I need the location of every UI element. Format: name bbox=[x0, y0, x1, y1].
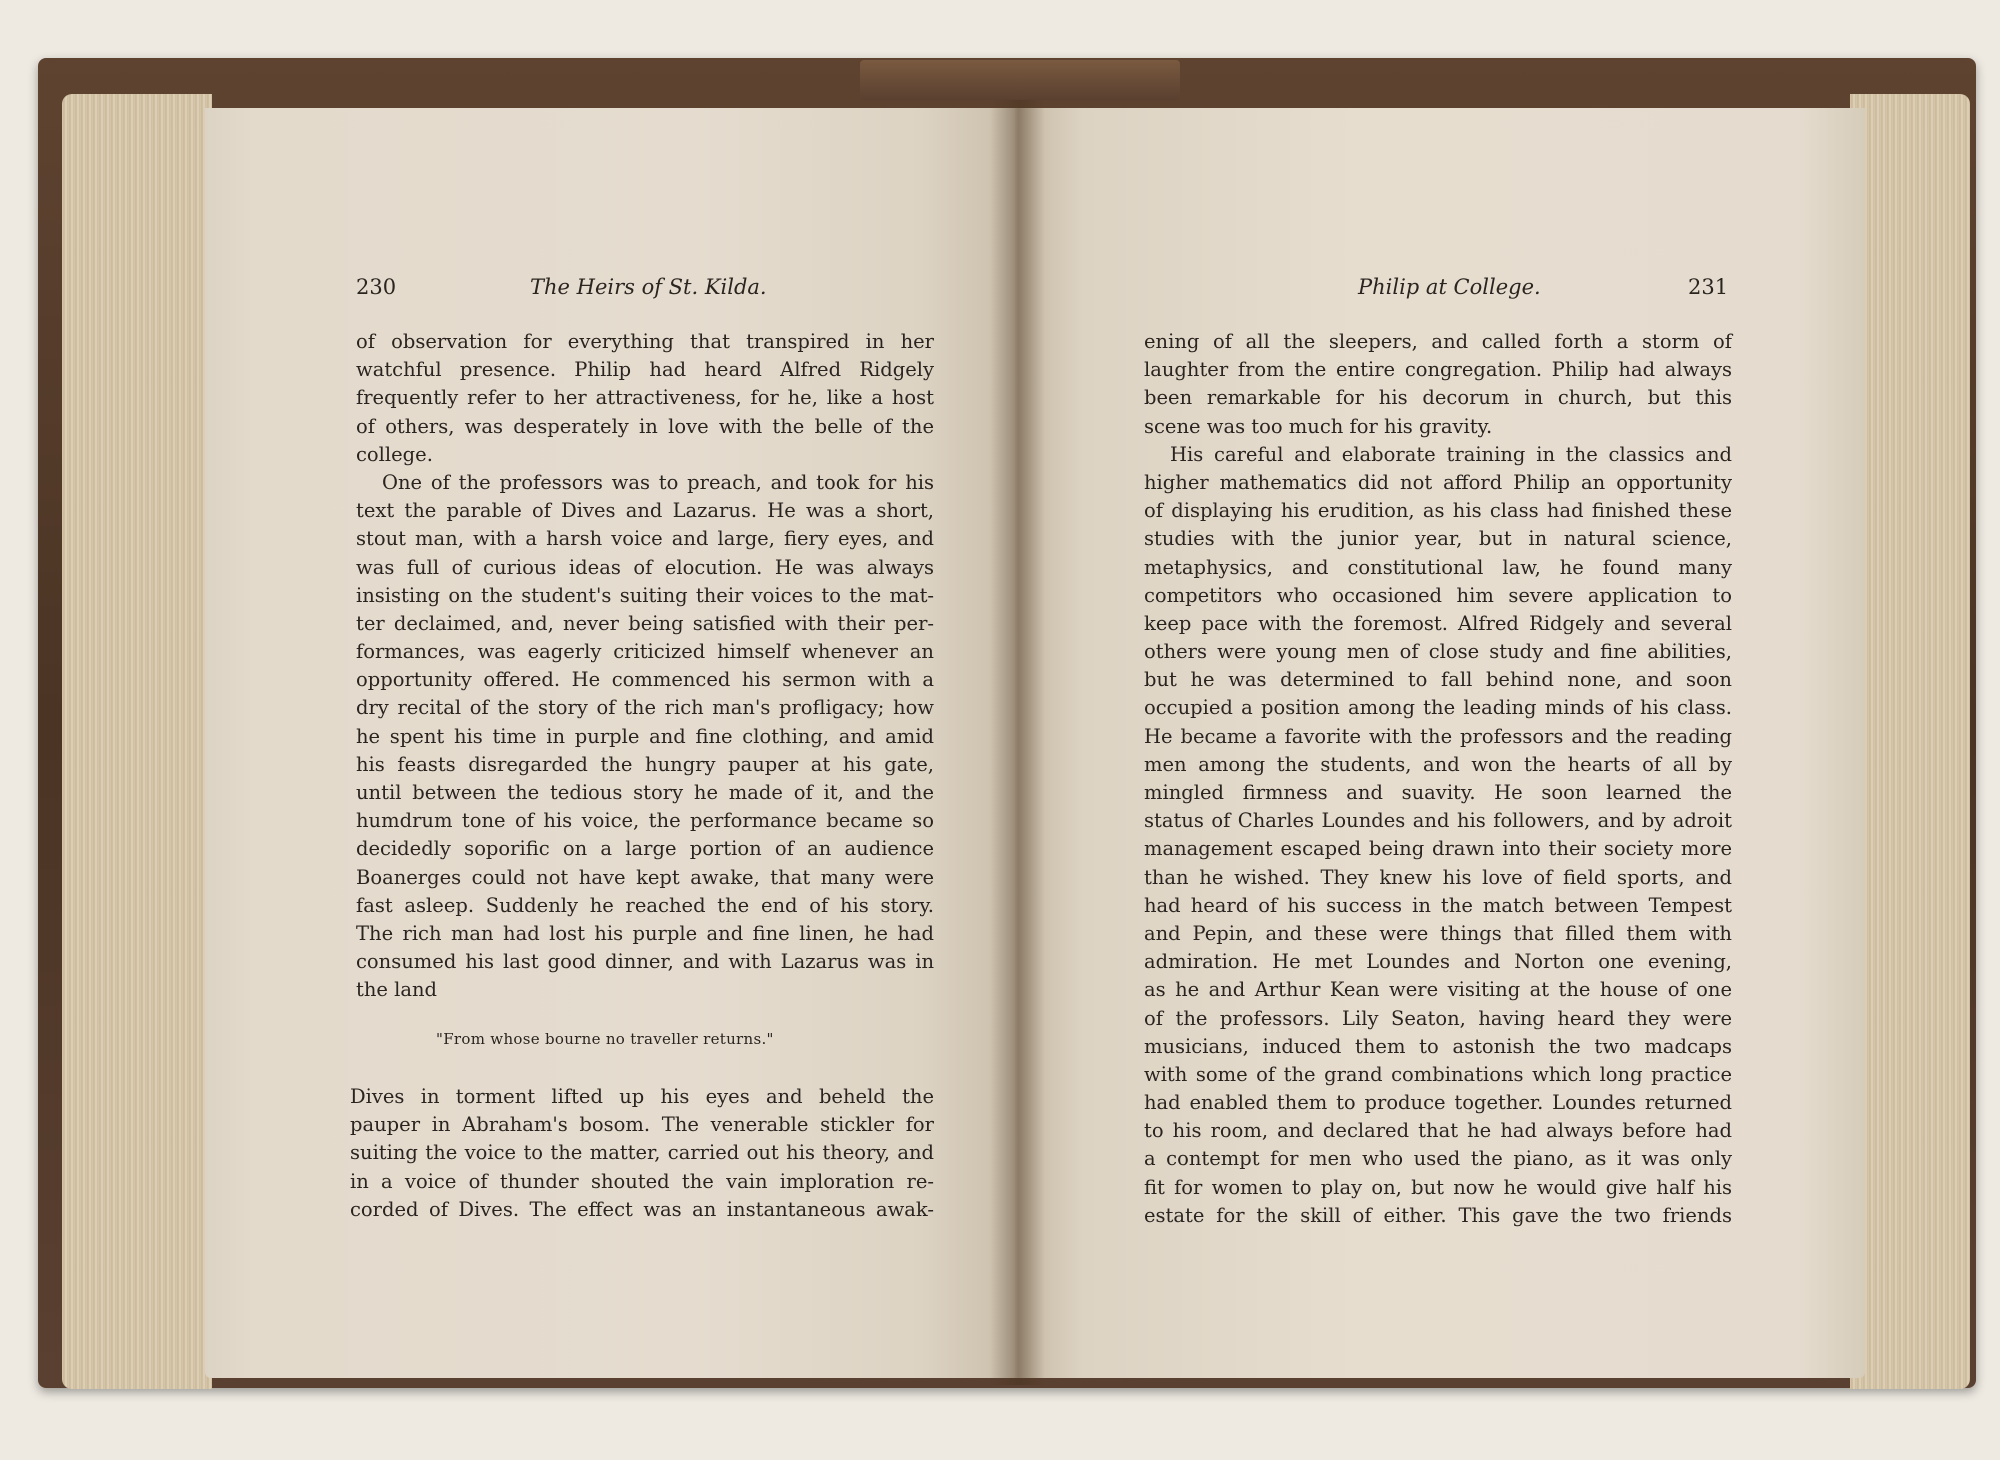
text-line: occupied a position among the leading minds of his class. bbox=[1144, 696, 1732, 720]
text-line: opportunity offered. He commenced his sermon with a bbox=[356, 668, 934, 692]
text-line: a contempt for men who used the piano, as it was only bbox=[1144, 1147, 1732, 1171]
text-line: of observation for everything that transpired in her bbox=[356, 330, 934, 353]
text-line: with some of the grand combinations which long practice bbox=[1144, 1062, 1732, 1086]
text-line: text the parable of Dives and Lazarus. He was a short, bbox=[356, 499, 934, 523]
text-line: watchful presence. Philip had heard Alfred Ridgely bbox=[356, 358, 934, 382]
text-line: higher mathematics did not afford Philip an opportunity bbox=[1144, 470, 1732, 494]
text-line: He became a favorite with the professors and the reading bbox=[1144, 724, 1732, 748]
text-line: laughter from the entire congregation. Philip had always bbox=[1144, 358, 1732, 382]
text-line: musicians, induced them to astonish the two madcaps bbox=[1144, 1034, 1732, 1058]
text-line: mingled firmness and suavity. He soon learned the bbox=[1144, 781, 1732, 804]
left-body-text-a bbox=[356, 328, 934, 1005]
left-running-title bbox=[530, 275, 767, 299]
text-line: insisting on the student's suiting their voices to the mat- bbox=[356, 583, 934, 607]
text-line: suiting the voice to the matter, carried out his theory, and bbox=[350, 1141, 934, 1165]
text-line: management escaped being drawn into their society more bbox=[1144, 837, 1732, 861]
text-line: dry recital of the story of the rich man's profligacy; how bbox=[356, 696, 934, 720]
text-line: had enabled them to produce together. Loundes returned bbox=[1144, 1091, 1732, 1115]
text-line: ter declaimed, and, never being satisfied with their per- bbox=[356, 611, 934, 635]
text-line: admiration. He met Loundes and Norton one evening, bbox=[1144, 950, 1732, 974]
text-line: others were young men of close study and fine abilities, bbox=[1144, 640, 1732, 664]
right-body-text bbox=[1144, 328, 1732, 1230]
text-line: stout man, with a harsh voice and large, fiery eyes, and bbox=[356, 527, 934, 551]
text-line: formances, was eagerly criticized himself whenever an bbox=[356, 640, 934, 664]
text-line: humdrum tone of his voice, the performance became so bbox=[356, 809, 934, 833]
text-line: estate for the skill of either. This gave the two friends bbox=[1144, 1203, 1732, 1227]
text-line: was full of curious ideas of elocution. He was always bbox=[356, 555, 934, 579]
left-page-edges bbox=[62, 94, 212, 1389]
text-line: in a voice of thunder shouted the vain imploration re- bbox=[350, 1169, 934, 1193]
text-line: ening of all the sleepers, and called forth a storm of bbox=[1144, 330, 1732, 353]
text-line: pauper in Abraham's bosom. The venerable stickler for bbox=[350, 1113, 934, 1137]
text-line: fit for women to play on, but now he would give half his bbox=[1144, 1175, 1732, 1199]
text-line: his feasts disregarded the hungry pauper at his gate, bbox=[356, 752, 934, 776]
text-line: metaphysics, and constitutional law, he found many bbox=[1144, 555, 1732, 579]
right-running-title-text: Philip at College. bbox=[1358, 275, 1541, 299]
text-line: The rich man had lost his purple and fine linen, he had bbox=[356, 921, 934, 945]
text-line: fast asleep. Suddenly he reached the end of his story. bbox=[356, 893, 934, 917]
left-page-number: 230 bbox=[356, 275, 397, 299]
book-spine-top bbox=[860, 60, 1180, 100]
text-line: Dives in torment lifted up his eyes and beheld the bbox=[350, 1085, 934, 1108]
text-line: college. bbox=[356, 442, 433, 466]
left-body-text-b bbox=[350, 1083, 934, 1224]
text-line: than he wished. They knew his love of field sports, and bbox=[1144, 865, 1732, 889]
text-line: One of the professors was to preach, and took for his bbox=[382, 470, 934, 494]
text-line: Boanerges could not have kept awake, that many were bbox=[356, 865, 934, 889]
text-line: men among the students, and won the hearts of all by bbox=[1144, 752, 1732, 776]
text-line: had heard of his success in the match between Tempest bbox=[1144, 893, 1732, 917]
left-running-title-text: The Heirs of St. Kilda. bbox=[530, 275, 767, 299]
text-line: until between the tedious story he made of it, and the bbox=[356, 781, 934, 804]
text-line: but he was determined to fall behind none, and soon bbox=[1144, 668, 1732, 692]
text-line: been remarkable for his decorum in church, but this bbox=[1144, 386, 1732, 410]
text-line: studies with the junior year, but in natural science, bbox=[1144, 527, 1732, 551]
text-line: to his room, and declared that he had always before had bbox=[1144, 1119, 1732, 1143]
book-gutter bbox=[990, 100, 1045, 1385]
text-line: of others, was desperately in love with the belle of the bbox=[356, 414, 934, 438]
text-line: His careful and elaborate training in the classics and bbox=[1170, 442, 1732, 466]
text-line: he spent his time in purple and fine clothing, and amid bbox=[356, 724, 934, 748]
right-running-title bbox=[1358, 275, 1541, 299]
text-line: the land bbox=[356, 978, 438, 1002]
text-line: scene was too much for his gravity. bbox=[1144, 414, 1493, 438]
text-line: keep pace with the foremost. Alfred Ridgely and several bbox=[1144, 611, 1732, 635]
text-line: competitors who occasioned him severe application to bbox=[1144, 583, 1732, 607]
text-line: as he and Arthur Kean were visiting at the house of one bbox=[1144, 978, 1732, 1002]
text-line: frequently refer to her attractiveness, for he, like a host bbox=[356, 386, 934, 410]
text-line: of the professors. Lily Seaton, having heard they were bbox=[1144, 1006, 1732, 1030]
text-line: consumed his last good dinner, and with Lazarus was in bbox=[356, 950, 934, 974]
right-page-number: 231 bbox=[1688, 275, 1729, 299]
text-line: decidedly soporific on a large portion of an audience bbox=[356, 837, 934, 861]
right-page-edges bbox=[1850, 94, 1970, 1389]
text-line: of displaying his erudition, as his class had finished these bbox=[1144, 499, 1732, 523]
text-line: status of Charles Loundes and his followers, and by adroit bbox=[1144, 809, 1732, 833]
text-line: corded of Dives. The effect was an instantaneous awak- bbox=[350, 1197, 934, 1221]
text-line: and Pepin, and these were things that filled them with bbox=[1144, 921, 1732, 945]
left-quotation: "From whose bourne no traveller returns." bbox=[436, 1030, 774, 1048]
